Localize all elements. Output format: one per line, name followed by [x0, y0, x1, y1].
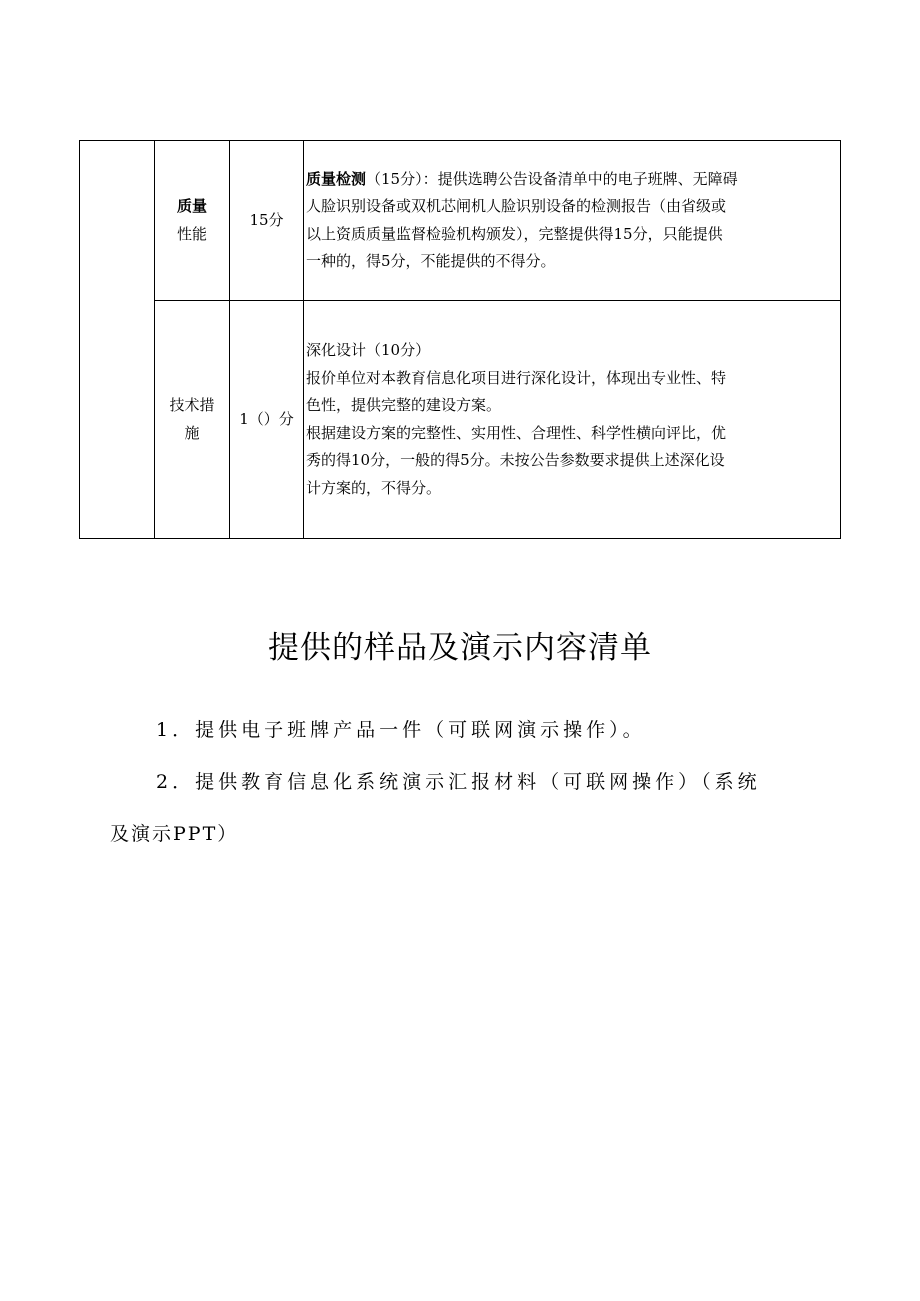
- description-line: 秀的得10分，一般的得5分。未按公告参数要求提供上述深化设: [306, 451, 725, 469]
- description-line: [306, 166, 838, 194]
- description-line: 色性，提供完整的建设方案。: [306, 396, 502, 414]
- criterion-name-line: 技术措: [169, 396, 215, 414]
- category-cell: [80, 141, 155, 539]
- list-item: 1．提供电子班牌产品一件（可联网演示操作）。: [156, 719, 646, 741]
- description-cell: [304, 141, 841, 301]
- criterion-name-rest: 性能: [176, 224, 207, 243]
- section-title: 提供的样品及演示内容清单: [268, 630, 652, 666]
- description-line: 根据建设方案的完整性、实用性、合理性、科学性横向评比，优: [306, 423, 727, 442]
- list-item: 2．提供教育信息化系统演示汇报材料（可联网操作）（系统: [156, 771, 761, 793]
- description-text: （15分）：提供选聘公告设备清单中的电子班牌、无障碍: [366, 169, 738, 188]
- description-cell: [304, 301, 841, 539]
- score-cell: 15分: [230, 141, 304, 301]
- description-line: 计方案的，不得分。: [306, 478, 442, 497]
- table-row: [80, 141, 841, 301]
- table-row: [80, 301, 841, 539]
- description-line: 深化设计（10分）: [306, 341, 431, 359]
- description-line: 以上资质质量监督检验机构颁发），完整提供得15分，只能提供: [306, 224, 723, 243]
- description-line: 报价单位对本教育信息化项目进行深化设计，体现出专业性、特: [306, 368, 727, 387]
- criterion-name-line: 施: [184, 423, 200, 442]
- criterion-name-cell: [155, 301, 230, 539]
- evaluation-table: [79, 140, 841, 539]
- description-line: 人脸识别设备或双机芯闸机人脸识别设备的检测报告（由省级或: [306, 197, 727, 215]
- score-cell: 1（）分: [230, 301, 304, 539]
- criterion-name-bold: 质量: [176, 197, 207, 215]
- description-line: 一种的，得5分，不能提供的不得分。: [306, 252, 556, 270]
- description-bold-label: 质量检测: [306, 169, 367, 188]
- criterion-name-cell: [155, 141, 230, 301]
- list-item-continuation: 及演示PPT）: [110, 823, 239, 845]
